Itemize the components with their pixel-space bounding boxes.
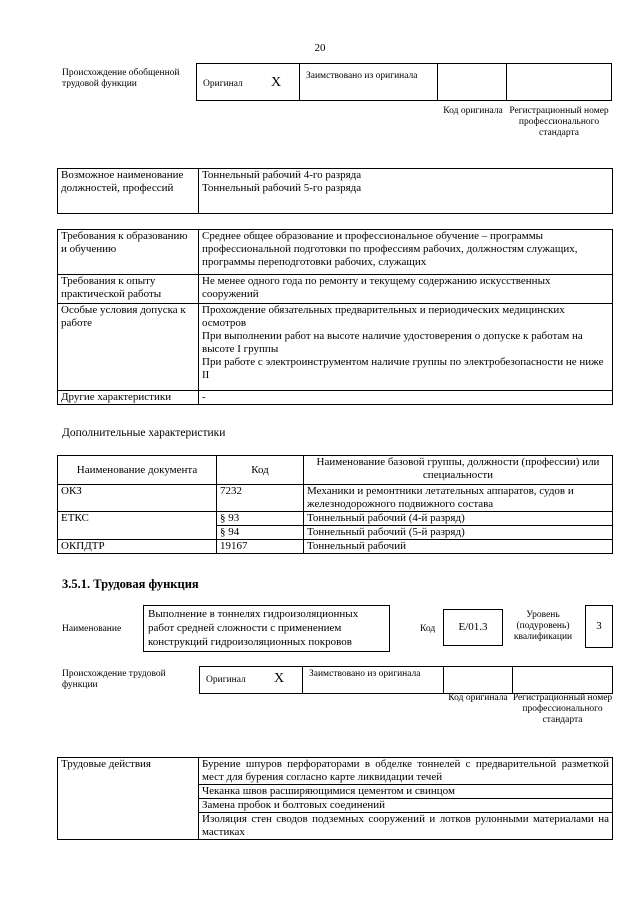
- table-row: [58, 485, 613, 512]
- labor-actions-table: [57, 757, 613, 840]
- reg-number-label: Регистрационный номер профессионального стандарта: [509, 106, 609, 138]
- origin-label: Происхождение обобщенной трудовой функции: [62, 68, 180, 89]
- code-cell: [443, 666, 513, 694]
- labor-action-item: Замена пробок и болтовых соединений: [199, 799, 613, 813]
- borrowed-label: Заимствовано из оригинала: [306, 71, 418, 81]
- function-code-label: Код: [420, 624, 436, 634]
- code-original-label: Код оригинала: [448, 693, 508, 703]
- original-label: Оригинал: [203, 79, 243, 89]
- function-code-value: E/01.3: [443, 609, 503, 646]
- education-label: Требования к образованию и обучению: [58, 230, 199, 275]
- borrowed-cell: [302, 666, 444, 694]
- reg-number-label: Регистрационный номер профессионального стандарта: [512, 693, 613, 725]
- education-value: Среднее общее образование и профессиональное обучение – программы профессиональной подготовки по профессиям рабочих, должностям служащих, программы переподготовки рабочих, служащих: [199, 230, 613, 275]
- labor-action-item: Чеканка швов расширяющимися цементом и свинцом: [199, 785, 613, 799]
- doc-cell: ОКЗ: [58, 485, 217, 512]
- function-name-value: Выполнение в тоннелях гидроизоляционных работ средней сложности с применением конструкций гидроизоляционных покровов: [143, 605, 390, 652]
- additional-table: [57, 455, 613, 554]
- requirements-table: [57, 229, 613, 405]
- positions-values: [199, 169, 613, 214]
- name-cell: Тоннельный рабочий: [304, 540, 613, 554]
- additional-title: Дополнительные характеристики: [62, 427, 226, 439]
- code-cell: [437, 63, 507, 101]
- page-number: 20: [314, 42, 326, 54]
- labor-action-item: Изоляция стен сводов подземных сооружений и лотков рулонными материалами на мастиках: [199, 813, 613, 840]
- code-cell: 7232: [217, 485, 304, 512]
- position-item: Тоннельный рабочий 5-го разряда: [202, 182, 362, 194]
- other-value: -: [199, 391, 613, 405]
- reg-cell: [512, 666, 613, 694]
- special-conditions-label: Особые условия допуска к работе: [58, 304, 199, 391]
- header-document: Наименование документа: [58, 456, 217, 485]
- section-title: 3.5.1. Трудовая функция: [62, 577, 199, 591]
- table-row: [58, 512, 613, 526]
- name-cell: Тоннельный рабочий (4-й разряд): [304, 512, 613, 526]
- positions-label: Возможное наименование должностей, профессий: [58, 169, 199, 214]
- labor-action-item: Бурение шпуров перфораторами в обделке тоннелей с предварительной разметкой мест для бурения согласно карте ликвидации течей: [199, 758, 613, 785]
- code-cell: 19167: [217, 540, 304, 554]
- level-value: 3: [585, 605, 613, 648]
- special-conditions-values: [199, 304, 613, 391]
- positions-table: [57, 168, 613, 214]
- experience-value: Не менее одного года по ремонту и текущему содержанию искусственных сооружений: [199, 275, 613, 304]
- experience-label: Требования к опыту практической работы: [58, 275, 199, 304]
- origin2-label: Происхождение трудовой функции: [62, 669, 166, 690]
- borrowed-cell: [299, 63, 438, 101]
- other-label: Другие характеристики: [58, 391, 199, 405]
- original-mark: X: [274, 671, 285, 686]
- condition-item: При работе с электроинструментом наличие группы по электробезопасности не ниже II: [202, 356, 604, 381]
- table-row: [58, 540, 613, 554]
- level-label: Уровень (подуровень) квалификации: [513, 610, 573, 642]
- name-cell: Тоннельный рабочий (5-й разряд): [304, 526, 613, 540]
- function-name-label: Наименование: [62, 624, 122, 634]
- original-mark: X: [271, 75, 282, 90]
- borrowed-label: Заимствовано из оригинала: [309, 669, 421, 679]
- condition-item: Прохождение обязательных предварительных и периодических медицинских осмотров: [202, 304, 565, 329]
- header-code: Код: [217, 456, 304, 485]
- name-cell: Механики и ремонтники летательных аппаратов, судов и железнодорожного подвижного состава: [304, 485, 613, 512]
- original-label: Оригинал: [206, 675, 246, 685]
- original-cell: [196, 63, 300, 101]
- header-name: Наименование базовой группы, должности (профессии) или специальности: [304, 456, 613, 485]
- doc-cell: ОКПДТР: [58, 540, 217, 554]
- position-item: Тоннельный рабочий 4-го разряда: [202, 169, 362, 181]
- labor-actions-label: Трудовые действия: [58, 758, 199, 840]
- code-cell: § 93: [217, 512, 304, 526]
- original-cell: [199, 666, 303, 694]
- code-original-label: Код оригинала: [443, 106, 503, 116]
- code-cell: § 94: [217, 526, 304, 540]
- reg-cell: [506, 63, 612, 101]
- condition-item: При выполнении работ на высоте наличие удостоверения о допуске к работам на высоте I группы: [202, 330, 583, 355]
- doc-cell: ЕТКС: [58, 512, 217, 540]
